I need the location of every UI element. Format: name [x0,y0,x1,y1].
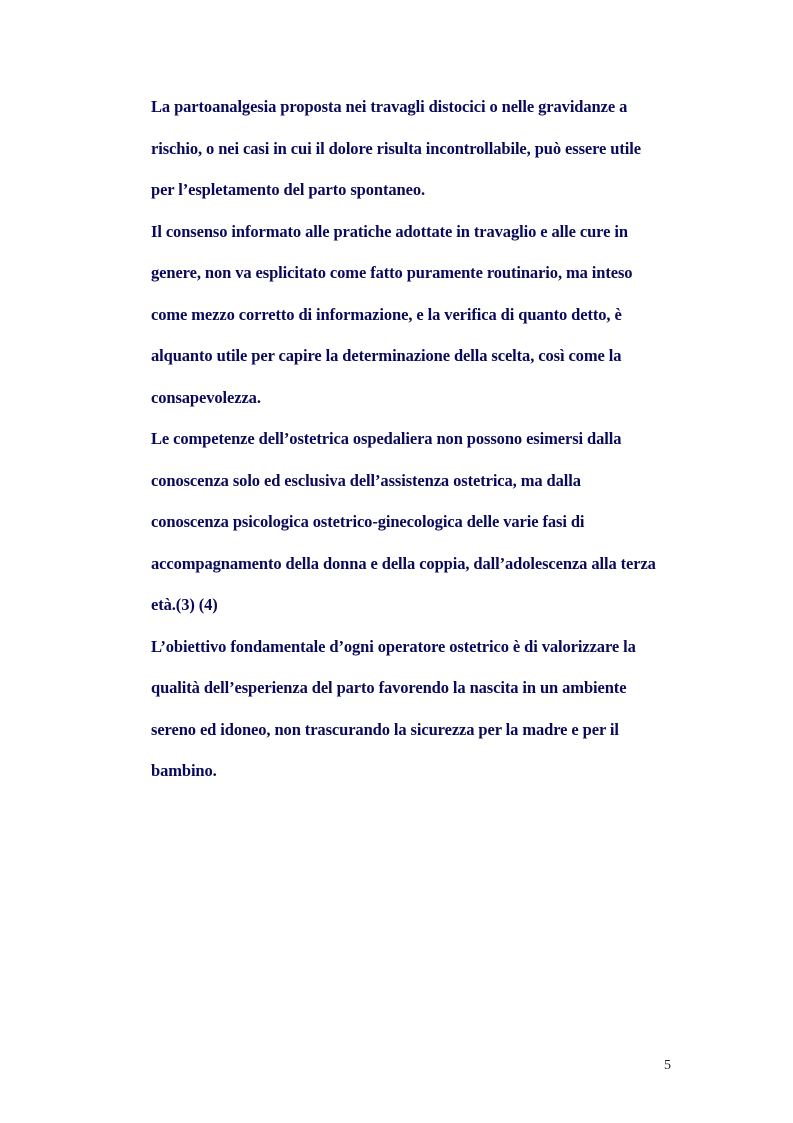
text-line: rischio, o nei casi in cui il dolore risulta incontrollabile, può essere utile [151,138,641,158]
text-line: Le competenze dell’ostetrica ospedaliera non possono esimersi dalla [151,429,622,448]
text-line: accompagnamento della donna e della coppia, dall’adolescenza alla terza [151,553,656,573]
text-line: sereno ed idoneo, non trascurando la sicurezza per la madre e per il [151,719,619,739]
text-line: come mezzo corretto di informazione, e la verifica di quanto detto, è [151,304,622,324]
text-line: Il consenso informato alle pratiche adottate in travaglio e alle cure in [151,221,628,241]
text-line: conoscenza solo ed esclusiva dell’assistenza ostetrica, ma dalla [151,470,581,490]
text-line: qualità dell’esperienza del parto favorendo la nascita in un ambiente [151,678,627,697]
page-number: 5 [664,1058,671,1073]
text-line: La partoanalgesia proposta nei travagli distocici o nelle gravidanze a [151,97,628,116]
text-line: per l’espletamento del parto spontaneo. [151,180,425,199]
text-line: conoscenza psicologica ostetrico-ginecologica delle varie fasi di [151,512,585,531]
text-line: L’obiettivo fondamentale d’ogni operatore ostetrico è di valorizzare la [151,636,636,656]
text-line: genere, non va esplicitato come fatto puramente routinario, ma inteso [151,263,633,282]
text-line: bambino. [151,761,217,780]
text-line: età.(3) (4) [151,595,218,614]
text-line: consapevolezza. [151,387,261,407]
body-text [151,92,691,798]
text-line: alquanto utile per capire la determinazione della scelta, così come la [151,346,622,365]
